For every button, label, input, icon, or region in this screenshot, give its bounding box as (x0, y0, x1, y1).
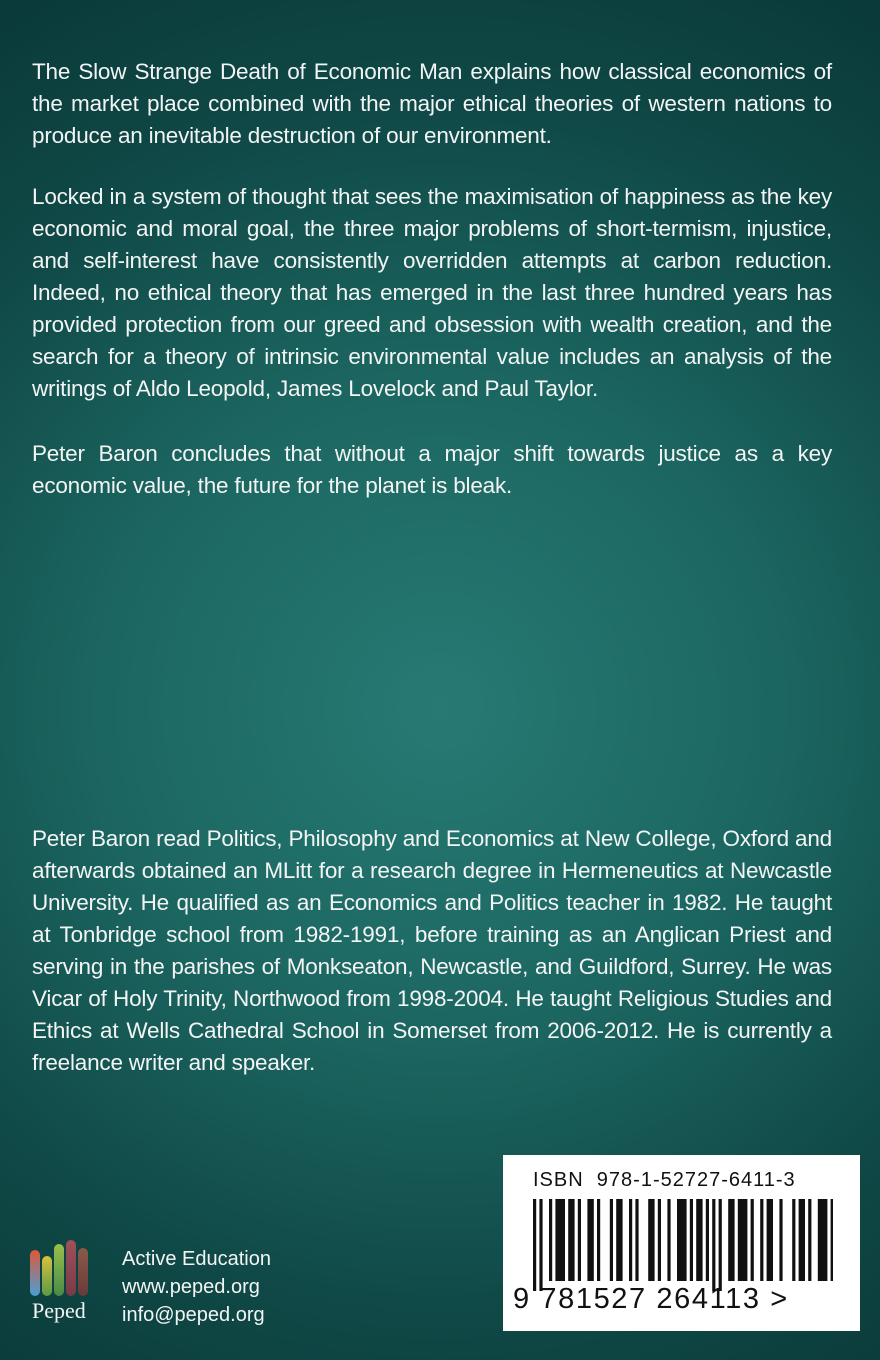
barcode-bar (728, 1199, 734, 1281)
barcode-bar (767, 1199, 773, 1281)
logo-bar-orange (30, 1250, 40, 1296)
blurb-paragraph-3: Peter Baron concludes that without a major shift towards justice as a key economic value, the future for the planet is bleak. (32, 441, 832, 498)
barcode-bar (818, 1199, 828, 1281)
publisher-email: info@peped.org (122, 1304, 265, 1326)
barcode-bar (719, 1199, 722, 1291)
barcode-bar (792, 1199, 795, 1281)
publisher-website: www.peped.org (122, 1276, 260, 1298)
barcode-bar (706, 1199, 709, 1281)
publisher-name: Active Education (122, 1248, 271, 1270)
barcode-bar (555, 1199, 565, 1281)
barcode-bar (578, 1199, 581, 1281)
barcode-bar (597, 1199, 600, 1281)
barcode-bar (658, 1199, 661, 1281)
barcode-bar (808, 1199, 811, 1281)
peped-logo (30, 1236, 100, 1331)
barcode-bar (690, 1199, 693, 1281)
logo-bar-maroon (66, 1240, 76, 1296)
barcode-bar (539, 1199, 542, 1291)
barcode-bar (779, 1199, 782, 1281)
logo-bar-yellow (42, 1256, 52, 1296)
barcode-bar (677, 1199, 687, 1281)
barcode-bar (610, 1199, 613, 1281)
barcode-bar (831, 1199, 833, 1281)
barcode-bar (738, 1199, 748, 1281)
blurb-paragraph-1: The Slow Strange Death of Economic Man explains how classical economics of the market place combined with the major ethical theories of western nations to produce an inevitable destruction of our environment. (32, 59, 832, 148)
barcode-bar (648, 1199, 654, 1281)
barcode-bar (760, 1199, 763, 1281)
barcode-bar (751, 1199, 754, 1281)
barcode-bar (533, 1199, 536, 1291)
peped-bars-logo-icon (30, 1236, 90, 1298)
barcode-digits: 9 781527 264113 > (513, 1283, 789, 1315)
barcode-bar (696, 1199, 702, 1281)
barcode-bar (587, 1199, 593, 1281)
barcode-bar (616, 1199, 622, 1281)
barcode-bar (568, 1199, 574, 1281)
publisher-info (122, 1245, 271, 1329)
barcode-bars (533, 1199, 833, 1291)
barcode-bar (712, 1199, 715, 1291)
logo-wordmark: Peped (32, 1298, 86, 1323)
isbn-barcode (503, 1155, 860, 1331)
barcode-bar (549, 1199, 552, 1281)
barcode-bar (667, 1199, 670, 1281)
barcode-bar (799, 1199, 805, 1281)
barcode-bar (629, 1199, 632, 1281)
logo-bar-brown (78, 1248, 88, 1296)
barcode-bar (635, 1199, 638, 1281)
logo-bar-green (54, 1244, 64, 1296)
isbn-label: ISBN 978-1-52727-6411-3 (533, 1169, 796, 1191)
author-bio: Peter Baron read Politics, Philosophy and Economics at New College, Oxford and afterwards obtained an MLitt for a research degree in Hermeneutics at Newcastle University. He qualified as an Economics and Politics teacher in 1982. He taught at Tonbridge school from 1982-1991, before training as an Anglican Priest and serving in the parishes of Monkseaton, Newcastle, and Guildford, Surrey. He was Vicar of Holy Trinity, Northwood from 1998-2004. He taught Religious Studies and Ethics at Wells Cathedral School in Somerset from 2006-2012. He is currently a freelance writer and speaker. (32, 826, 832, 1075)
blurb-paragraph-2: Locked in a system of thought that sees the maximisation of happiness as the key economic and moral goal, the three major problems of short-termism, injustice, and self-interest have consistently overridden attempts at carbon reduction. Indeed, no ethical theory that has emerged in the last three hundred years has provided protection from our greed and obsession with wealth creation, and the search for a theory of intrinsic environmental value includes an analysis of the writings of Aldo Leopold, James Lovelock and Paul Taylor. (32, 184, 832, 401)
